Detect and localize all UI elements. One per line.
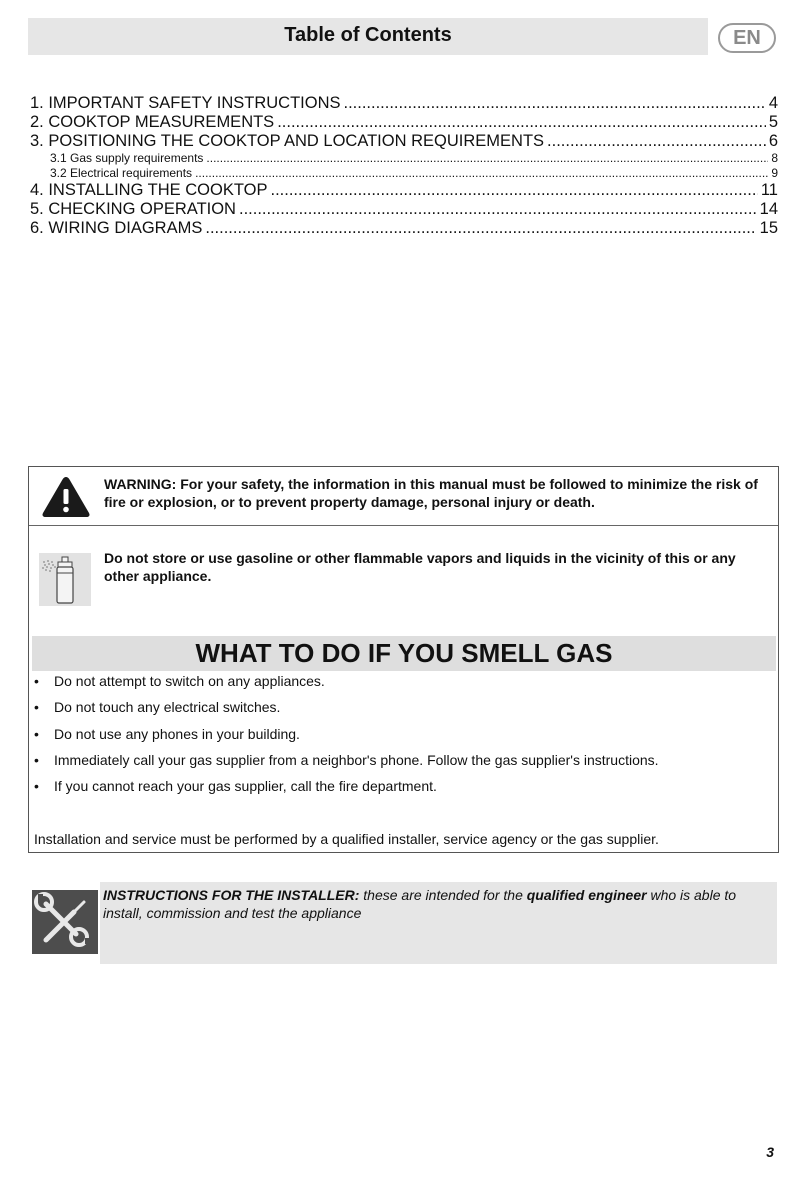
list-item xyxy=(34,778,764,804)
list-item-text: Do not attempt to switch on any appliances. xyxy=(54,673,325,689)
list-item-text: If you cannot reach your gas supplier, call the fire department. xyxy=(54,778,437,795)
toc-leader-dots xyxy=(206,151,768,166)
flammable-warning-text: Do not store or use gasoline or other flammable vapors and liquids in the vicinity of this or any other appliance. xyxy=(104,550,736,584)
warning-triangle-icon xyxy=(41,475,91,519)
toc-entry[interactable] xyxy=(30,219,778,238)
toc-leader-dots xyxy=(270,181,757,200)
safety-notice-box xyxy=(28,466,779,853)
toc-entry-title: 3.2 Electrical requirements xyxy=(50,166,193,180)
table-of-contents xyxy=(30,94,778,238)
toc-entry[interactable] xyxy=(30,181,778,200)
page-title: Table of Contents xyxy=(284,24,452,46)
toc-entry-title: 1. IMPORTANT SAFETY INSTRUCTIONS xyxy=(30,94,341,112)
bullet-icon: • xyxy=(34,725,39,742)
list-item xyxy=(34,726,764,752)
toc-entry-page: 8 xyxy=(771,151,778,165)
gas-instructions-list xyxy=(34,673,764,804)
installation-note: Installation and service must be performed by a qualified installer, service agency or the gas supplier. xyxy=(34,831,659,847)
toc-entry[interactable] xyxy=(30,200,778,219)
spray-can-icon xyxy=(39,553,91,606)
toc-entry-title: 3. POSITIONING THE COOKTOP AND LOCATION REQUIREMENTS xyxy=(30,132,545,150)
gas-heading: WHAT TO DO IF YOU SMELL GAS xyxy=(195,638,613,668)
toc-leader-dots xyxy=(239,200,757,219)
toc-subentry[interactable] xyxy=(30,166,778,181)
bullet-icon: • xyxy=(34,751,39,768)
list-item xyxy=(34,673,764,699)
installer-text-before: these are intended for the xyxy=(359,887,527,903)
toc-entry-page: 6 xyxy=(768,132,778,150)
bullet-icon: • xyxy=(34,673,39,689)
toc-entry-page: 14 xyxy=(759,200,778,218)
list-item xyxy=(34,699,764,725)
toc-leader-dots xyxy=(344,94,766,113)
list-item-text: Do not touch any electrical switches. xyxy=(54,699,281,716)
installer-label: INSTRUCTIONS FOR THE INSTALLER: xyxy=(103,887,360,903)
installer-text-after: who is able to install, commission and test the appliance xyxy=(103,887,737,921)
toc-entry[interactable] xyxy=(30,94,778,113)
toc-leader-dots xyxy=(547,132,766,151)
list-item xyxy=(34,752,764,778)
installer-instructions-text xyxy=(103,886,775,922)
toc-entry-title: 5. CHECKING OPERATION xyxy=(30,200,236,218)
toc-entry-page: 4 xyxy=(768,94,778,112)
toc-entry-title: 3.1 Gas supply requirements xyxy=(50,151,204,165)
toc-entry[interactable] xyxy=(30,132,778,151)
warning-text: WARNING: For your safety, the information in this manual must be followed to minimize the risk of fire or explosion, or to prevent property damage, personal injury or death. xyxy=(104,476,758,510)
toc-entry-title: 4. INSTALLING THE COOKTOP xyxy=(30,181,268,199)
toc-subentry[interactable] xyxy=(30,151,778,166)
toc-entry[interactable] xyxy=(30,113,778,132)
gas-heading-bar xyxy=(32,636,776,671)
header-bar xyxy=(28,18,708,55)
bullet-icon: • xyxy=(34,699,39,716)
toc-entry-title: 6. WIRING DIAGRAMS xyxy=(30,219,203,237)
bullet-icon: • xyxy=(34,778,39,795)
list-item-text: Do not use any phones in your building. xyxy=(54,725,300,742)
page-number: 3 xyxy=(766,1144,774,1160)
installer-instructions-box xyxy=(100,882,777,964)
toc-leader-dots xyxy=(195,166,768,181)
toc-leader-dots xyxy=(205,219,756,238)
installer-emphasis: qualified engineer xyxy=(526,887,647,903)
language-badge: EN xyxy=(718,23,776,53)
toc-entry-page: 9 xyxy=(771,166,778,180)
toc-entry-title: 2. COOKTOP MEASUREMENTS xyxy=(30,113,275,131)
tools-icon xyxy=(32,890,98,954)
toc-entry-page: 15 xyxy=(759,219,778,237)
list-item-text: Immediately call your gas supplier from a neighbor's phone. Follow the gas supplier's instructions. xyxy=(54,751,659,768)
toc-entry-page: 11 xyxy=(760,181,778,199)
toc-leader-dots xyxy=(277,113,766,132)
warning-row xyxy=(29,467,778,526)
toc-entry-page: 5 xyxy=(768,113,778,131)
